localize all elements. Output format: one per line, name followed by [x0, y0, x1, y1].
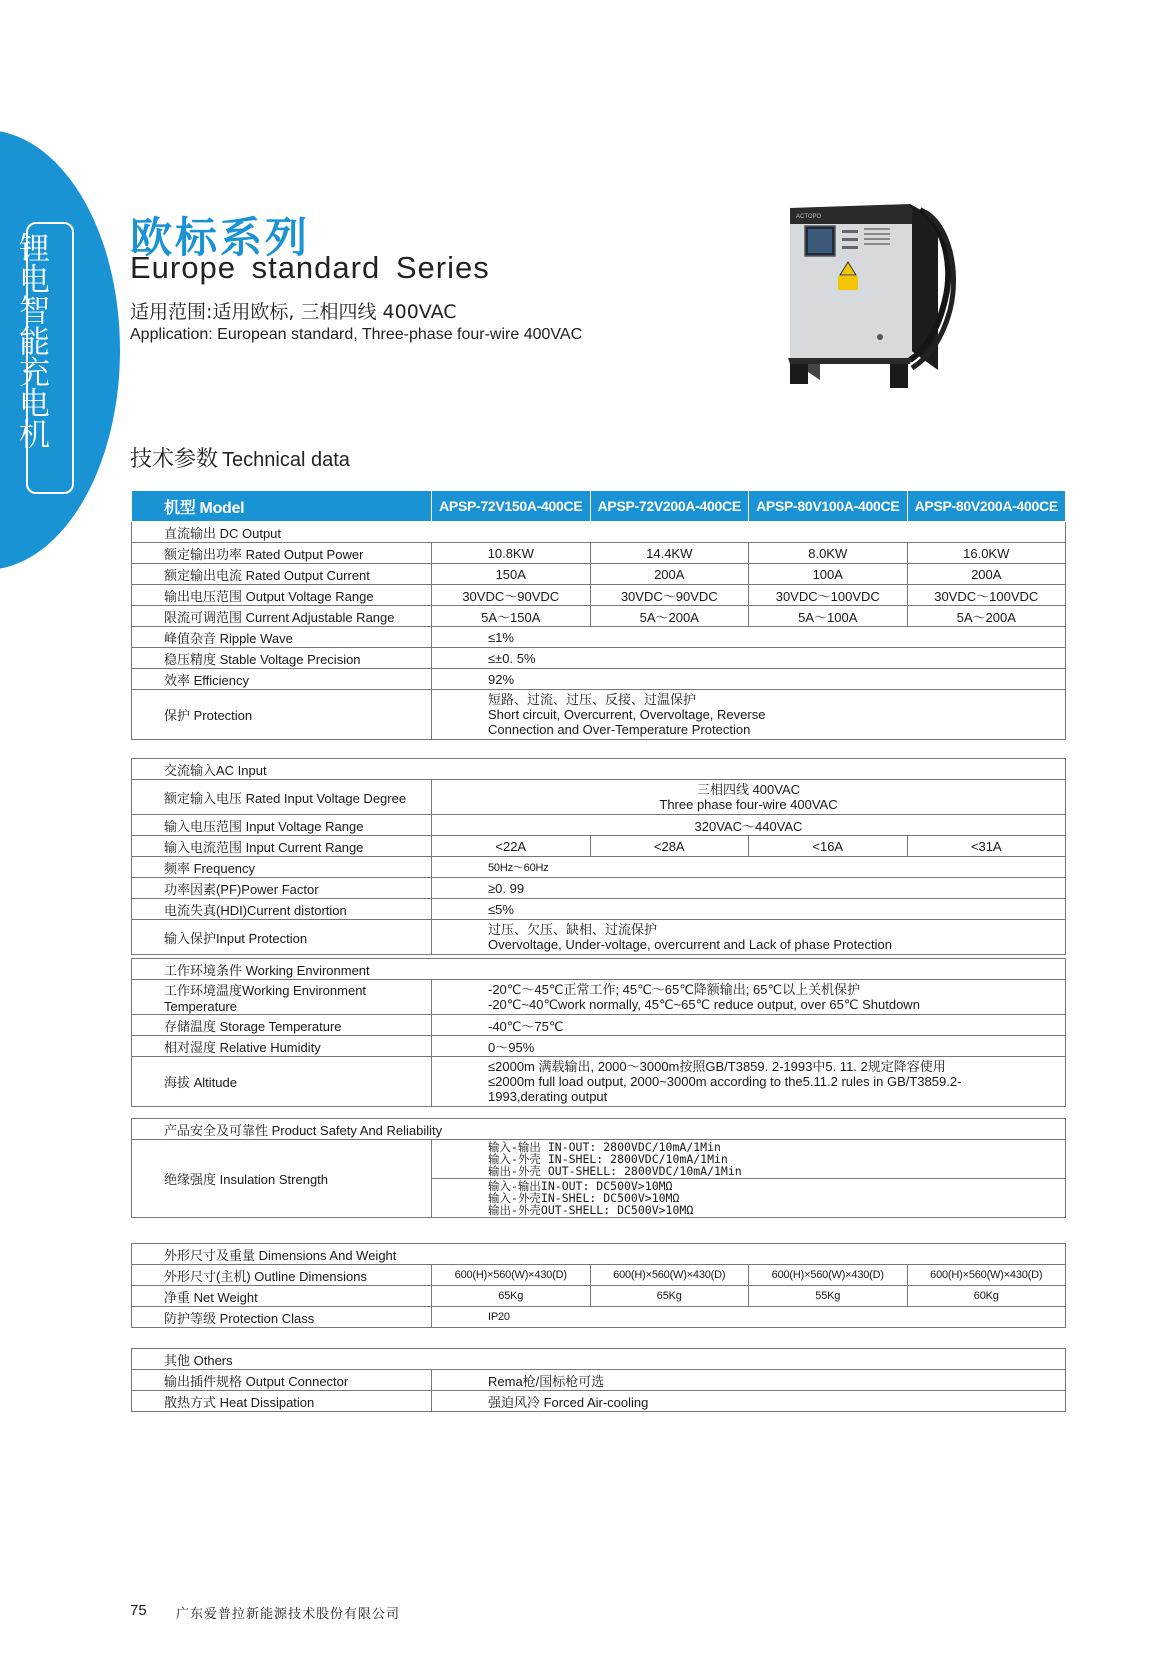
- row-label: 稳压精度 Stable Voltage Precision: [132, 648, 432, 669]
- row-label: 相对湿度 Relative Humidity: [132, 1036, 432, 1057]
- table-row: [132, 980, 1066, 1015]
- protection-line: Short circuit, Overcurrent, Overvoltage, Reverse: [488, 707, 766, 722]
- insulation-line: 输出-外壳 OUT-SHELL: 2800VDC/10mA/1Min: [488, 1164, 742, 1178]
- altitude-line: ≤2000m full load output, 2000~3000m according to the5.11.2 rules in GB/T3859.2-: [488, 1074, 962, 1089]
- cell-value: 55Kg: [749, 1286, 908, 1307]
- model-name: APSP-80V100A-400CE: [749, 491, 908, 522]
- table-row: [132, 1307, 1066, 1328]
- cell-value: 65Kg: [432, 1286, 591, 1307]
- section-title-cn: 技术参数: [130, 447, 219, 472]
- cell-value: 600(H)×560(W)×430(D): [907, 1265, 1066, 1286]
- group-title: 外形尺寸及重量 Dimensions And Weight: [132, 1244, 1066, 1265]
- application-en: Application: European standard, Three-phase four-wire 400VAC: [130, 326, 583, 343]
- row-label: 电流失真(HDI)Current distortion: [132, 899, 432, 920]
- cell-value: [432, 780, 1066, 815]
- cell-value: IP20: [432, 1307, 1066, 1328]
- page-title-en: Europe standard Series: [130, 250, 490, 285]
- table-row: [132, 857, 1066, 878]
- table-row: [132, 690, 1066, 740]
- table-row: [132, 836, 1066, 857]
- cell-value: 320VAC～440VAC: [432, 815, 1066, 836]
- dc-output-table: [131, 490, 1066, 740]
- row-label: 散热方式 Heat Dissipation: [132, 1391, 432, 1412]
- table-row: [132, 1265, 1066, 1286]
- table-row: [132, 1119, 1066, 1140]
- cell-value: 600(H)×560(W)×430(D): [590, 1265, 749, 1286]
- cell-value: 200A: [590, 564, 749, 585]
- cell-value: <22A: [432, 836, 591, 857]
- row-label: 输出电压范围 Output Voltage Range: [132, 585, 432, 606]
- table-row: [132, 606, 1066, 627]
- cell-value: [432, 920, 1066, 955]
- rated-voltage-line: Three phase four-wire 400VAC: [659, 797, 838, 812]
- group-title: 交流输入AC Input: [132, 759, 1066, 780]
- cell-value: Rema枪/国标枪可选: [432, 1370, 1066, 1391]
- table-row: [132, 585, 1066, 606]
- ac-input-table: [131, 758, 1066, 955]
- table-row: [132, 522, 1066, 543]
- cell-value: 16.0KW: [907, 543, 1066, 564]
- row-label: 绝缘强度 Insulation Strength: [132, 1140, 432, 1218]
- table-row: [132, 1349, 1066, 1370]
- row-label: 额定输入电压 Rated Input Voltage Degree: [132, 780, 432, 815]
- cell-value: ≤5%: [432, 899, 1066, 920]
- cell-value: 600(H)×560(W)×430(D): [432, 1265, 591, 1286]
- input-protection-line: 过压、欠压、缺相、过流保护: [488, 922, 658, 937]
- cell-value: [432, 1140, 1066, 1179]
- cell-value: 30VDC～100VDC: [749, 585, 908, 606]
- cell-value: ≥0. 99: [432, 878, 1066, 899]
- cell-value: ≤1%: [432, 627, 1066, 648]
- cell-value: 150A: [432, 564, 591, 585]
- table-row: [132, 1140, 1066, 1179]
- others-table: [131, 1348, 1066, 1412]
- table-row: [132, 959, 1066, 980]
- table-row: [132, 543, 1066, 564]
- row-label: 输入电压范围 Input Voltage Range: [132, 815, 432, 836]
- row-label: 限流可调范围 Current Adjustable Range: [132, 606, 432, 627]
- application-cn: 适用范围:适用欧标, 三相四线 400VAC: [130, 301, 457, 323]
- protection-line: 短路、过流、过压、反接、过温保护: [488, 692, 697, 707]
- cell-value: 100A: [749, 564, 908, 585]
- group-title: 工作环境条件 Working Environment: [132, 959, 1066, 980]
- product-brand: ACTOPO: [796, 214, 822, 220]
- row-label: 存储温度 Storage Temperature: [132, 1015, 432, 1036]
- cell-value: 强迫风冷 Forced Air-cooling: [432, 1391, 1066, 1412]
- row-label: 防护等级 Protection Class: [132, 1307, 432, 1328]
- cell-value: <31A: [907, 836, 1066, 857]
- cell-value: 14.4KW: [590, 543, 749, 564]
- insulation-line: 输出-外壳OUT-SHELL: DC500V>10MΩ: [488, 1203, 694, 1217]
- cell-value: 92%: [432, 669, 1066, 690]
- section-title: [130, 442, 350, 473]
- cell-value: 30VDC～90VDC: [590, 585, 749, 606]
- protection-line: Connection and Over-Temperature Protection: [488, 722, 751, 737]
- model-header-label: 机型 Model: [132, 491, 432, 522]
- row-label: 输入电流范围 Input Current Range: [132, 836, 432, 857]
- environment-table: [131, 958, 1066, 1107]
- row-label: 海拔 Altitude: [132, 1057, 432, 1107]
- insulation-line: 输入-外壳IN-SHEL: DC500V>10MΩ: [488, 1191, 680, 1205]
- insulation-line: 输入-输出IN-OUT: DC500V>10MΩ: [488, 1179, 673, 1193]
- altitude-line: ≤2000m 满载输出, 2000～3000m按照GB/T3859. 2-1993中5. 11. 2规定降容使用: [488, 1059, 946, 1074]
- dimensions-table: [131, 1243, 1066, 1328]
- safety-table: [131, 1118, 1066, 1218]
- row-label: 效率 Efficiency: [132, 669, 432, 690]
- table-row: [132, 920, 1066, 955]
- table-row: [132, 564, 1066, 585]
- row-label: 净重 Net Weight: [132, 1286, 432, 1307]
- cell-value: [432, 690, 1066, 740]
- row-label: 保护 Protection: [132, 690, 432, 740]
- table-row: [132, 1391, 1066, 1412]
- cell-value: 5A～200A: [907, 606, 1066, 627]
- row-label: 额定输出电流 Rated Output Current: [132, 564, 432, 585]
- input-protection-line: Overvoltage, Under-voltage, overcurrent and Lack of phase Protection: [488, 937, 892, 952]
- model-name: APSP-72V200A-400CE: [590, 491, 749, 522]
- row-label: 外形尺寸(主机) Outline Dimensions: [132, 1265, 432, 1286]
- table-row: [132, 1057, 1066, 1107]
- section-title-en: Technical data: [222, 449, 350, 471]
- model-header-row: [132, 491, 1066, 522]
- rated-voltage-line: 三相四线 400VAC: [696, 782, 801, 797]
- row-label: 工作环境温度Working Environment Temperature: [132, 980, 432, 1015]
- table-row: [132, 878, 1066, 899]
- table-row: [132, 1370, 1066, 1391]
- group-title: 其他 Others: [132, 1349, 1066, 1370]
- table-row: [132, 1036, 1066, 1057]
- row-label: 输入保护Input Protection: [132, 920, 432, 955]
- cell-value: [432, 1179, 1066, 1218]
- table-row: [132, 759, 1066, 780]
- temperature-line: -20℃～45℃正常工作; 45℃～65℃降额输出; 65℃以上关机保护: [488, 982, 861, 997]
- cell-value: 10.8KW: [432, 543, 591, 564]
- page-number: 75: [130, 1602, 147, 1619]
- table-row: [132, 669, 1066, 690]
- table-row: [132, 648, 1066, 669]
- cell-value: -40℃～75℃: [432, 1015, 1066, 1036]
- altitude-line: 1993,derating output: [488, 1089, 608, 1104]
- side-label: 锂电智能充电机: [13, 232, 49, 449]
- row-label: 频率 Frequency: [132, 857, 432, 878]
- cell-value: 5A～200A: [590, 606, 749, 627]
- cell-value: 8.0KW: [749, 543, 908, 564]
- cell-value: 60Kg: [907, 1286, 1066, 1307]
- cell-value: [432, 980, 1066, 1015]
- page-title-cn: 欧标系列: [130, 213, 311, 262]
- cell-value: [432, 1057, 1066, 1107]
- cell-value: 5A～100A: [749, 606, 908, 627]
- table-row: [132, 1244, 1066, 1265]
- company-name: 广东爱普拉新能源技术股份有限公司: [176, 1607, 401, 1622]
- cell-value: 5A～150A: [432, 606, 591, 627]
- table-row: [132, 627, 1066, 648]
- cell-value: <28A: [590, 836, 749, 857]
- insulation-line: 输入-外壳 IN-SHEL: 2800VDC/10mA/1Min: [488, 1152, 728, 1166]
- table-row: [132, 780, 1066, 815]
- cell-value: 50Hz～60Hz: [432, 857, 1066, 878]
- cell-value: 600(H)×560(W)×430(D): [749, 1265, 908, 1286]
- insulation-line: 输入-输出 IN-OUT: 2800VDC/10mA/1Min: [488, 1140, 721, 1154]
- cell-value: 200A: [907, 564, 1066, 585]
- model-name: APSP-80V200A-400CE: [907, 491, 1066, 522]
- group-title: 产品安全及可靠性 Product Safety And Reliability: [132, 1119, 1066, 1140]
- row-label: 峰值杂音 Ripple Wave: [132, 627, 432, 648]
- row-label: 功率因素(PF)Power Factor: [132, 878, 432, 899]
- table-row: [132, 899, 1066, 920]
- temperature-line: -20℃~40℃work normally, 45℃~65℃ reduce output, over 65℃ Shutdown: [488, 997, 920, 1012]
- cell-value: 30VDC～90VDC: [432, 585, 591, 606]
- cell-value: ≤±0. 5%: [432, 648, 1066, 669]
- cell-value: 0～95%: [432, 1036, 1066, 1057]
- row-label: 额定输出功率 Rated Output Power: [132, 543, 432, 564]
- group-title: 直流输出 DC Output: [132, 522, 1066, 543]
- table-row: [132, 1286, 1066, 1307]
- cell-value: 65Kg: [590, 1286, 749, 1307]
- row-label: 输出插件规格 Output Connector: [132, 1370, 432, 1391]
- cell-value: <16A: [749, 836, 908, 857]
- model-name: APSP-72V150A-400CE: [432, 491, 591, 522]
- table-row: [132, 1015, 1066, 1036]
- charger-product-image: [760, 200, 970, 410]
- cell-value: 30VDC～100VDC: [907, 585, 1066, 606]
- table-row: [132, 815, 1066, 836]
